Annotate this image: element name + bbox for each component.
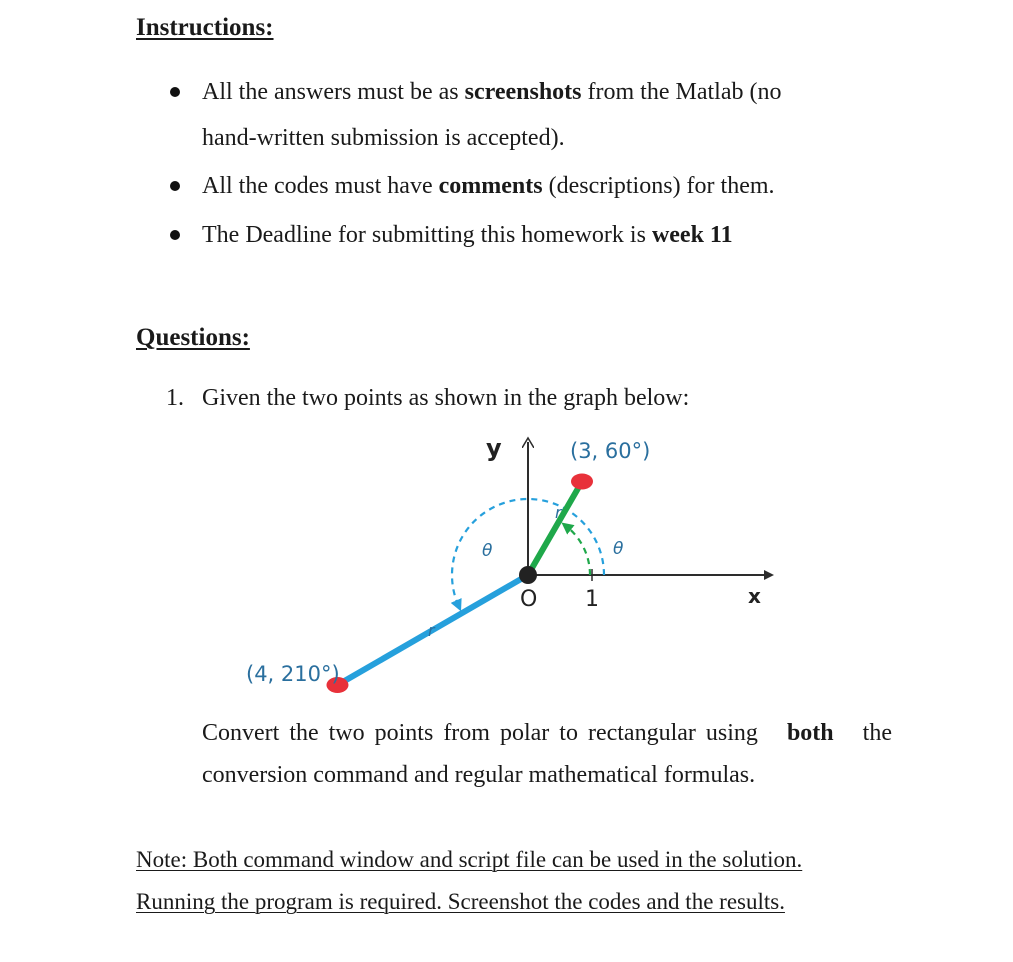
bullet-2-text-pre: All the codes must have — [202, 173, 439, 199]
convert-line-1 — [202, 721, 892, 745]
origin-label: O — [520, 587, 538, 612]
point-a-marker — [571, 473, 593, 489]
bullet-1-bold: screenshots — [464, 79, 582, 105]
questions-heading: Questions: — [136, 324, 250, 351]
bullet-3-bold: week 11 — [651, 222, 733, 248]
r-label-b: r — [428, 621, 435, 640]
bullet-1-text-pre: All the answers must be as — [202, 79, 465, 105]
bullet-1-line-2: hand-written submission is accepted). — [202, 125, 565, 151]
theta-arc-a — [566, 526, 590, 575]
question-1-text: Given the two points as shown in the graph below: — [202, 385, 690, 411]
point-a-label: (3, 60°) — [570, 439, 651, 463]
theta-label-a: θ — [613, 539, 624, 559]
note-line-1: Note: Both command window and script file can be used in the solution. — [136, 847, 803, 872]
bullet-2-bold: comments — [438, 173, 543, 199]
bullet-2-text-post: (descriptions) for them. — [542, 173, 775, 199]
radius-line-point-a — [528, 481, 582, 575]
convert-text-post: the — [862, 720, 892, 746]
y-axis-label: y — [486, 434, 502, 462]
x-axis-label: x — [748, 584, 761, 608]
convert-bold: both — [786, 720, 834, 746]
question-1-number: 1. — [166, 385, 184, 411]
theta-label-b: θ — [482, 541, 493, 561]
instructions-heading: Instructions: — [136, 14, 274, 41]
note-line-2: Running the program is required. Screenshot the codes and the results. — [136, 889, 785, 914]
convert-text-pre: Convert the two points from polar to rectangular using — [202, 720, 758, 746]
convert-line-2: conversion command and regular mathematical formulas. — [202, 762, 756, 788]
bullet-1-text-post: from the Matlab (no — [581, 79, 782, 105]
r-label-a: r — [555, 503, 562, 522]
point-b-label: (4, 210°) — [246, 662, 340, 686]
tick-label: 1 — [585, 587, 599, 612]
origin-point — [519, 566, 537, 584]
bullet-3-text-pre: The Deadline for submitting this homework is — [202, 222, 652, 248]
